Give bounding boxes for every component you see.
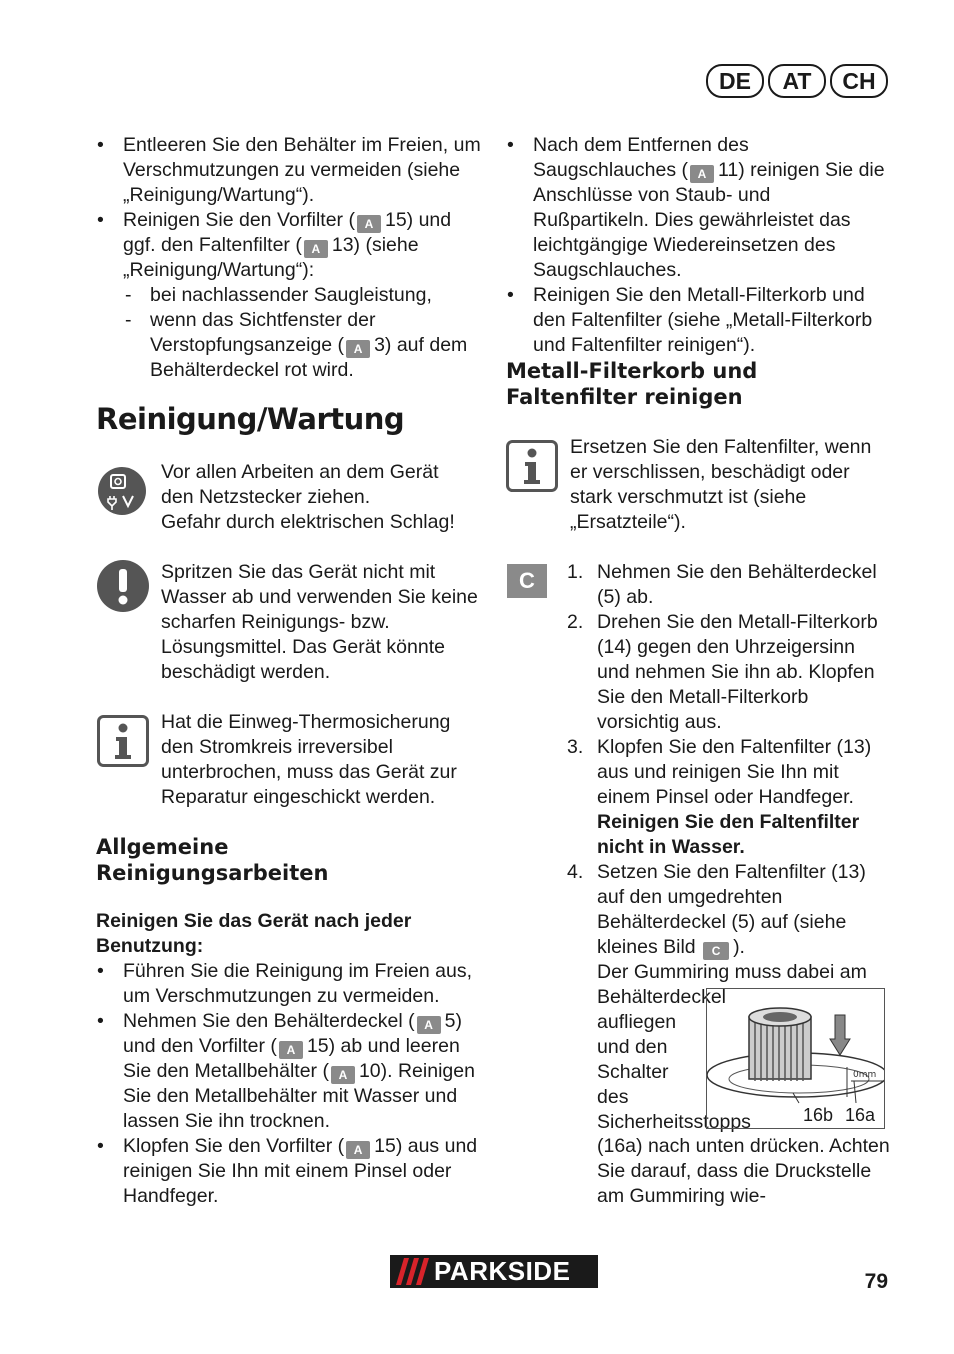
notice-thermofuse: Hat die Einweg-Thermosicherung den Stromkreis irreversibel unterbrochen, muss das Gerät zur Reparatur eingeschickt werden. xyxy=(161,711,457,808)
heading-general-cleaning: Allgemeine Reinigungsarbeiten xyxy=(96,835,329,885)
step4-continued: Behälterdeckel aufliegen und den Schalter des Sicherheitsstopps xyxy=(597,986,751,1133)
ref-a-badge: A xyxy=(417,1016,441,1034)
figure-label-mm: 0mm xyxy=(853,1070,877,1080)
ref-a-badge: A xyxy=(357,215,381,233)
ref-a-badge: A xyxy=(690,165,714,183)
ref-a-badge: A xyxy=(331,1066,355,1084)
general-cleaning-list xyxy=(96,909,484,1209)
list-item: • Entleeren Sie den Behälter im Freien, um Verschmutzungen zu vermeiden (siehe „Reinigung/Wartung“). xyxy=(96,133,484,208)
step4-continued-end: (16a) nach unten drücken. Achten Sie darauf, dass die Druckstelle am Gummiring wie- xyxy=(597,1135,890,1207)
figure-c-label: C xyxy=(507,564,547,598)
list-item: • Reinigen Sie den Metall-Filterkorb und den Faltenfilter (siehe „Metall-Filterkorb und Faltenfilter reinigen“). xyxy=(506,283,890,358)
list-item: • Reinigen Sie den Vorfilter ( A 15) und ggf. den Faltenfilter ( A 13) (siehe „Reinigung/Wartung“): - bei nachlassender Saugleistung, - wenn das Sichtfenster der Verstopfungsanzeige ( A 3) auf dem Behälterdeckel rot wird. xyxy=(96,208,484,383)
right-top-list xyxy=(506,133,890,358)
notice-unplug: Vor allen Arbeiten an dem Gerät den Netzstecker ziehen. Gefahr durch elektrischen Schlag! xyxy=(161,461,455,533)
lang-badge-at: AT xyxy=(768,64,826,98)
section-title: Reinigung/Wartung xyxy=(96,402,405,436)
page-number: 79 xyxy=(864,1270,888,1293)
ref-a-badge: A xyxy=(346,1141,370,1159)
list-item: 1. Nehmen Sie den Behälterdeckel (5) ab. xyxy=(567,561,877,608)
language-badges xyxy=(706,64,888,98)
list-item: • Klopfen Sie den Vorfilter ( A 15) aus und reinigen Sie Ihn mit einem Pinsel oder Handfeger. xyxy=(96,1134,484,1209)
brand-name: PARKSIDE xyxy=(434,1256,571,1286)
list-item: • Führen Sie die Reinigung im Freien aus, um Verschmutzungen zu vermeiden. xyxy=(96,959,484,1009)
info-icon xyxy=(506,440,558,492)
ref-a-badge: A xyxy=(279,1041,303,1059)
ref-c-badge: C xyxy=(703,942,729,960)
warning-icon xyxy=(97,560,149,612)
heading-metal-filter: Metall-Filterkorb und Faltenfilter reinigen xyxy=(506,359,758,409)
logo-stripes-icon xyxy=(390,1255,434,1288)
parkside-logo xyxy=(390,1255,598,1288)
unplug-icon xyxy=(97,466,147,516)
subheading-after-use: Reinigen Sie das Gerät nach jeder Benutzung: xyxy=(96,910,412,957)
lang-badge-ch: CH xyxy=(830,64,888,98)
figure-label-16a: 16a xyxy=(845,1105,876,1125)
notice-replace-filter: Ersetzen Sie den Faltenfilter, wenn er verschlissen, beschädigt oder stark verschmutzt ist (siehe „Ersatzteile“). xyxy=(570,436,872,533)
metal-filter-steps xyxy=(567,560,892,985)
ref-a-badge: A xyxy=(346,340,370,358)
figure-label-16b: 16b xyxy=(803,1105,834,1125)
list-item: - wenn das Sichtfenster der Verstopfungsanzeige ( A 3) auf dem Behälterdeckel rot wird. xyxy=(123,308,484,383)
info-icon xyxy=(97,715,149,767)
filter-figure xyxy=(706,988,885,1129)
lang-badge-de: DE xyxy=(706,64,764,98)
list-item: - bei nachlassender Saugleistung, xyxy=(123,283,484,308)
list-item: 2. Drehen Sie den Metall-Filterkorb (14) gegen den Uhrzeigersinn und nehmen Sie ihn ab. Klopfen Sie den Metall-Filterkorb vorsichtig aus. xyxy=(567,611,878,733)
notice-no-water: Spritzen Sie das Gerät nicht mit Wasser ab und verwenden Sie keine scharfen Reinigungs- bzw. Lösungsmittel. Das Gerät könnte beschädigt werden. xyxy=(161,561,478,683)
list-item: • Nach dem Entfernen des Saugschlauches ( A 11) reinigen Sie die Anschlüsse von Staub- und Rußpartikeln. Dies gewährleistet das leichtgängige Wiedereinsetzen des Saugschlauches. xyxy=(506,133,890,283)
ref-a-badge: A xyxy=(304,240,328,258)
list-item: 3. Klopfen Sie den Faltenfilter (13) aus und reinigen Sie Ihn mit einem Pinsel oder Handfeger. Reinigen Sie den Faltenfilter nicht in Wasser. xyxy=(567,736,872,858)
left-top-list xyxy=(96,133,484,383)
list-item: • Nehmen Sie den Behälterdeckel ( A 5) und den Vorfilter ( A 15) ab und leeren Sie den Metallbehälter ( A 10). Reinigen Sie den Metallbehälter mit Wasser und lassen Sie ihn trocknen. xyxy=(96,1009,484,1134)
list-item: 4. Setzen Sie den Faltenfilter (13) auf den umgedrehten Behälterdeckel (5) auf (siehe kleines Bild C ). Der Gummiring muss dabei am xyxy=(567,861,867,983)
